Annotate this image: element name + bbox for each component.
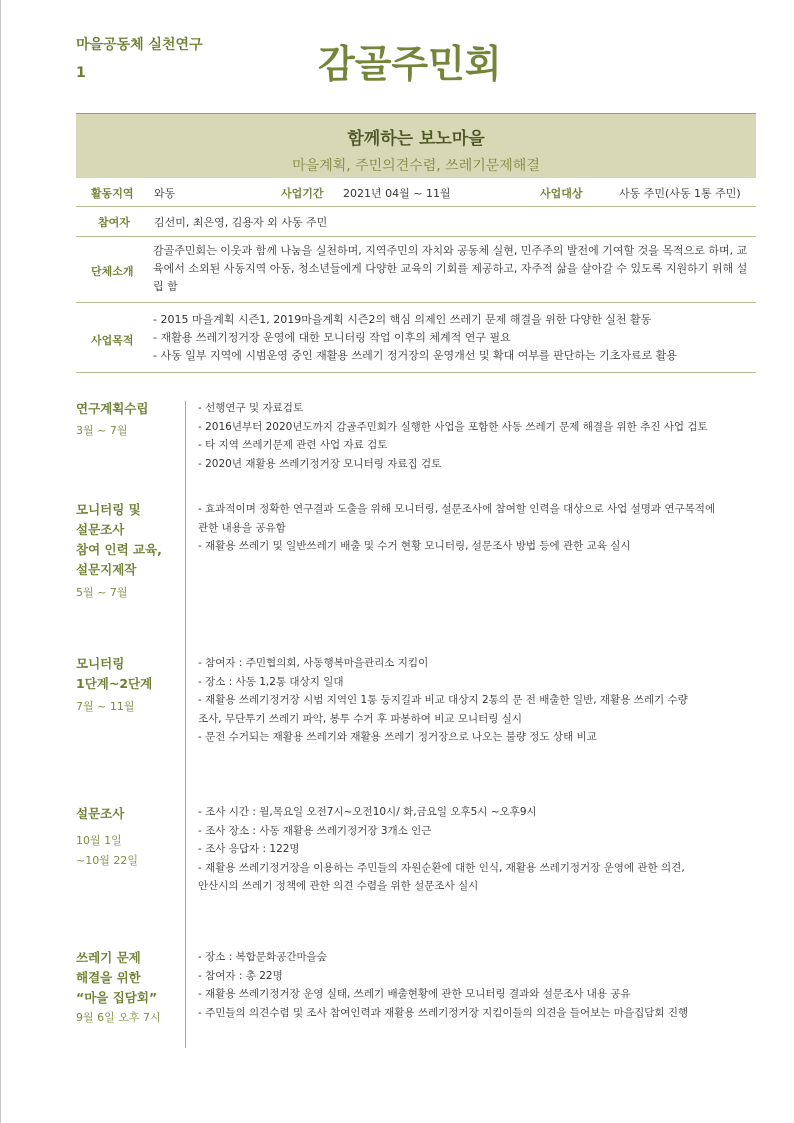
- org-name: 감골주민회: [318, 42, 502, 86]
- purpose-item: - 재활용 쓰레기정거장 운영에 대한 모니터링 작업 이후의 체계적 연구 필요: [153, 331, 511, 344]
- info-row-participants: [76, 206, 756, 237]
- section-date: 3월 ~ 7월: [76, 424, 128, 437]
- section-date: 9월 6일 오후 7시: [76, 1011, 161, 1024]
- header-left: [76, 36, 203, 81]
- project-banner: [76, 113, 756, 178]
- section-list: [198, 500, 758, 556]
- purpose-item: - 사동 일부 지역에 시범운영 중인 재활용 쓰레기 정거장의 운영개선 및 확대 여부를 판단하는 기초자료로 활용: [153, 349, 677, 362]
- area-label: 활동지역: [91, 187, 134, 200]
- participants-value: 김선미, 최은영, 김용자 외 사동 주민: [154, 216, 328, 229]
- list-item: - 주민들의 의견수렴 및 조사 참여인력과 재활용 쓰레기정거장 지킴이들의 의견을 들어보는 마을집담회 진행: [198, 1006, 689, 1019]
- target-label: 사업대상: [540, 187, 583, 200]
- list-item: - 효과적이며 정확한 연구결과 도출을 위해 모니터링, 설문조사에 참여할 인력을 대상으로 사업 설명과 연구목적에 관한 내용을 공유함: [198, 503, 716, 534]
- purpose-label: 사업목적: [91, 334, 134, 347]
- section-list: [198, 654, 758, 747]
- list-item: - 재활용 쓰레기정거장을 이용하는 주민들의 자원순환에 대한 인식, 재활용 쓰레기정거장 운영에 관한 의견, 안산시의 쓰레기 정책에 관한 의견 수렴을 위한 설문조사 실시: [198, 861, 685, 892]
- project-title: 함께하는 보노마을: [347, 129, 485, 149]
- series-title: 마을공동체 실천연구: [76, 37, 203, 53]
- list-item: - 2016년부터 2020년도까지 감골주민회가 실행한 사업을 포함한 사동 쓰레기 문제 해결을 위한 추진 사업 검토: [198, 420, 708, 433]
- section-date: 5월 ~ 7월: [76, 586, 128, 599]
- list-item: - 조사 응답자 : 122명: [198, 843, 300, 855]
- list-item: - 재활용 쓰레기정거장 운영 실태, 쓰레기 배출현황에 관한 모니터링 결과와 설문조사 내용 공유: [198, 988, 631, 1000]
- list-item: - 참여자 : 주민협의회, 사동행복마을관리소 지킴이: [198, 657, 429, 669]
- info-bottom-rule: [76, 372, 756, 373]
- list-item: - 장소 : 사동 1,2통 대상지 일대: [198, 675, 344, 688]
- period-label: 사업기간: [281, 187, 324, 200]
- area-value: 와동: [154, 187, 176, 200]
- timeline-line: [185, 401, 186, 1048]
- project-subtitle: 마을계획, 주민의견수렴, 쓰레기문제해결: [292, 158, 540, 174]
- info-row-intro: [76, 236, 756, 303]
- list-item: - 2020년 재활용 쓰레기정거장 모니터링 자료집 검토: [198, 457, 442, 470]
- section-list: [198, 803, 758, 896]
- list-item: - 조사 장소 : 사동 재활용 쓰레기정거장 3개소 인근: [198, 824, 432, 837]
- intro-label: 단체소개: [91, 265, 134, 278]
- section-title: 설문조사: [76, 806, 125, 821]
- list-item: - 타 지역 쓰레기문제 관련 사업 자료 검토: [198, 439, 388, 451]
- section-title: 모니터링 및 설문조사 참여 인력 교육, 설문지제작: [76, 502, 162, 577]
- section-list: [198, 399, 758, 473]
- section-title: 쓰레기 문제 해결을 위한 “마을 집담회”: [76, 950, 158, 1005]
- list-item: - 재활용 쓰레기정거장 시범 지역인 1통 둥지길과 비교 대상지 2통의 문 전 배출한 일반, 재활용 쓰레기 수량 조사, 무단투기 쓰레기 파악, 봉투 수거 후 파봉하여 비교 모니터링 실시: [198, 694, 688, 725]
- list-item: - 장소 : 복합문화공간마을숲: [198, 951, 327, 963]
- list-item: - 선행연구 및 자료검토: [198, 402, 304, 414]
- list-item: - 조사 시간 : 월,목요일 오전7시~오전10시/ 화,금요일 오후5시 ~오후9시: [198, 806, 537, 818]
- section-date: 7월 ~ 11월: [76, 700, 135, 713]
- section-title: 연구계획수립: [76, 401, 149, 416]
- intro-text: 감골주민회는 이웃과 함께 나눔을 실천하며, 지역주민의 자치와 공동체 실현, 민주주의 발전에 기여할 것을 목적으로 하며, 교육에서 소외된 사동지역 아동, 청소년들에게 다양한 교육의 기회를 제공하고, 자주적 삶을 살아갈 수 있도록 지원하기 위해 설립 함: [153, 244, 748, 293]
- period-value: 2021년 04월 ~ 11월: [343, 187, 451, 200]
- list-item: - 문전 수거되는 재활용 쓰레기와 재활용 쓰레기 정거장으로 나오는 불량 정도 상태 비교: [198, 731, 597, 743]
- section-list: [198, 948, 758, 1022]
- page-edge: [0, 0, 1, 1123]
- info-row-basic: [76, 177, 756, 207]
- list-item: - 재활용 쓰레기 및 일반쓰레기 배출 및 수거 현황 모니터링, 설문조사 방법 등에 관한 교육 실시: [198, 540, 631, 552]
- list-item: - 참여자 : 총 22명: [198, 969, 283, 982]
- purpose-item: - 2015 마을계획 시즌1, 2019마을계획 시즌2의 핵심 의제인 쓰레기 문제 해결을 위한 다양한 실천 활동: [153, 313, 652, 326]
- series-number: 1: [76, 65, 86, 81]
- target-value: 사동 주민(사동 1통 주민): [619, 187, 741, 200]
- section-title: 모니터링 1단계~2단계: [76, 656, 153, 691]
- participants-label: 참여자: [98, 216, 130, 229]
- info-row-purpose: [76, 302, 756, 372]
- section-date: 10월 1일 ~10월 22일: [76, 834, 138, 867]
- purpose-list: [153, 311, 753, 365]
